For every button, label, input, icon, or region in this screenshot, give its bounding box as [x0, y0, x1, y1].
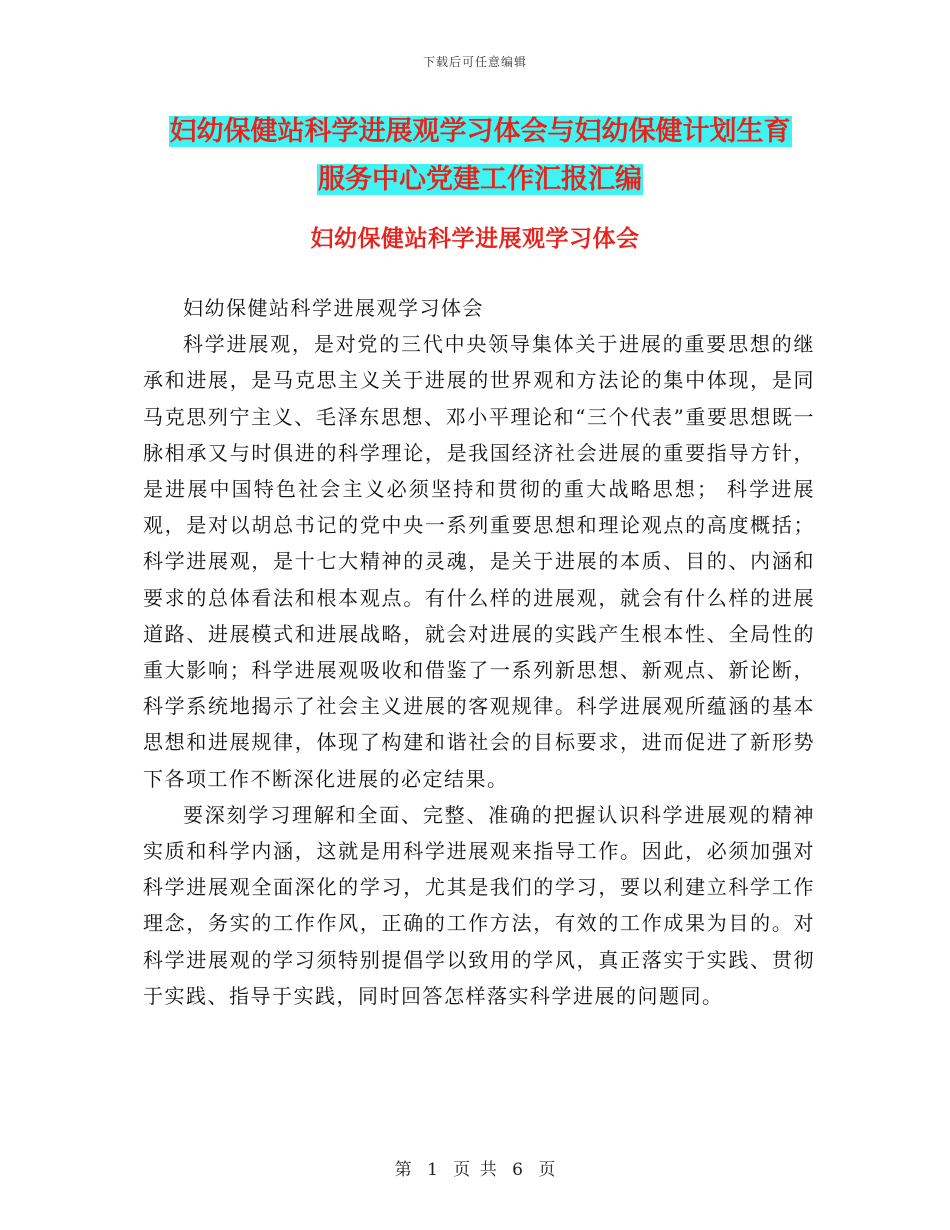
document-body	[143, 290, 815, 1014]
page-header-note: 下载后可任意编辑	[422, 55, 527, 69]
footer-total-pages: 6	[512, 1160, 523, 1180]
document-title-line-1: 妇幼保健站科学进展观学习体会与妇幼保健计划生育	[169, 116, 791, 147]
section-heading: 妇幼保健站科学进展观学习体会	[310, 226, 640, 252]
footer-prefix: 第	[394, 1160, 412, 1180]
footer-middle: 页 共	[453, 1160, 497, 1180]
page-footer	[0, 1155, 950, 1180]
document-title	[140, 108, 820, 204]
body-paragraph: 科学进展观，是对党的三代中央领导集体关于进展的重要思想的继承和进展，是马克思主义关于进展的世界观和方法论的集中体现，是同马克思列宁主义、毛泽东思想、邓小平理论和“三个代表”重要思想既一脉相承又与时俱进的科学理论，是我国经济社会进展的重要指导方针，是进展中国特色社会主义必须坚持和贯彻的重大战略思想； 科学进展观，是对以胡总书记的党中央一系列重要思想和理论观点的高度概括；科学进展观，是十七大精神的灵魂，是关于进展的本质、目的、内涵和要求的总体看法和根本观点。有什么样的进展观，就会有什么样的进展道路、进展模式和进展战略，就会对进展的实践产生根本性、全局性的重大影响；科学进展观吸收和借鉴了一系列新思想、新观点、新论断，科学系统地揭示了社会主义进展的客观规律。科学进展观所蕴涵的基本思想和进展规律，体现了构建和谐社会的目标要求，进而促进了新形势下各项工作不断深化进展的必定结果。	[143, 332, 815, 791]
footer-suffix: 页	[538, 1160, 556, 1180]
body-paragraph: 妇幼保健站科学进展观学习体会	[183, 296, 484, 320]
footer-page-number: 1	[427, 1160, 438, 1180]
body-paragraph: 要深刻学习理解和全面、完整、准确的把握认识科学进展观的精神实质和科学内涵，这就是用科学进展观来指导工作。因此，必须加强对科学进展观全面深化的学习，尤其是我们的学习，要以利建立科学工作理念，务实的工作作风，正确的工作方法，有效的工作成果为目的。对科学进展观的学习须特别提倡学以致用的学风，真正落实于实践、贯彻于实践、指导于实践，同时回答怎样落实科学进展的问题同。	[143, 802, 815, 1008]
document-title-line-2: 服务中心党建工作汇报汇编	[318, 164, 642, 195]
